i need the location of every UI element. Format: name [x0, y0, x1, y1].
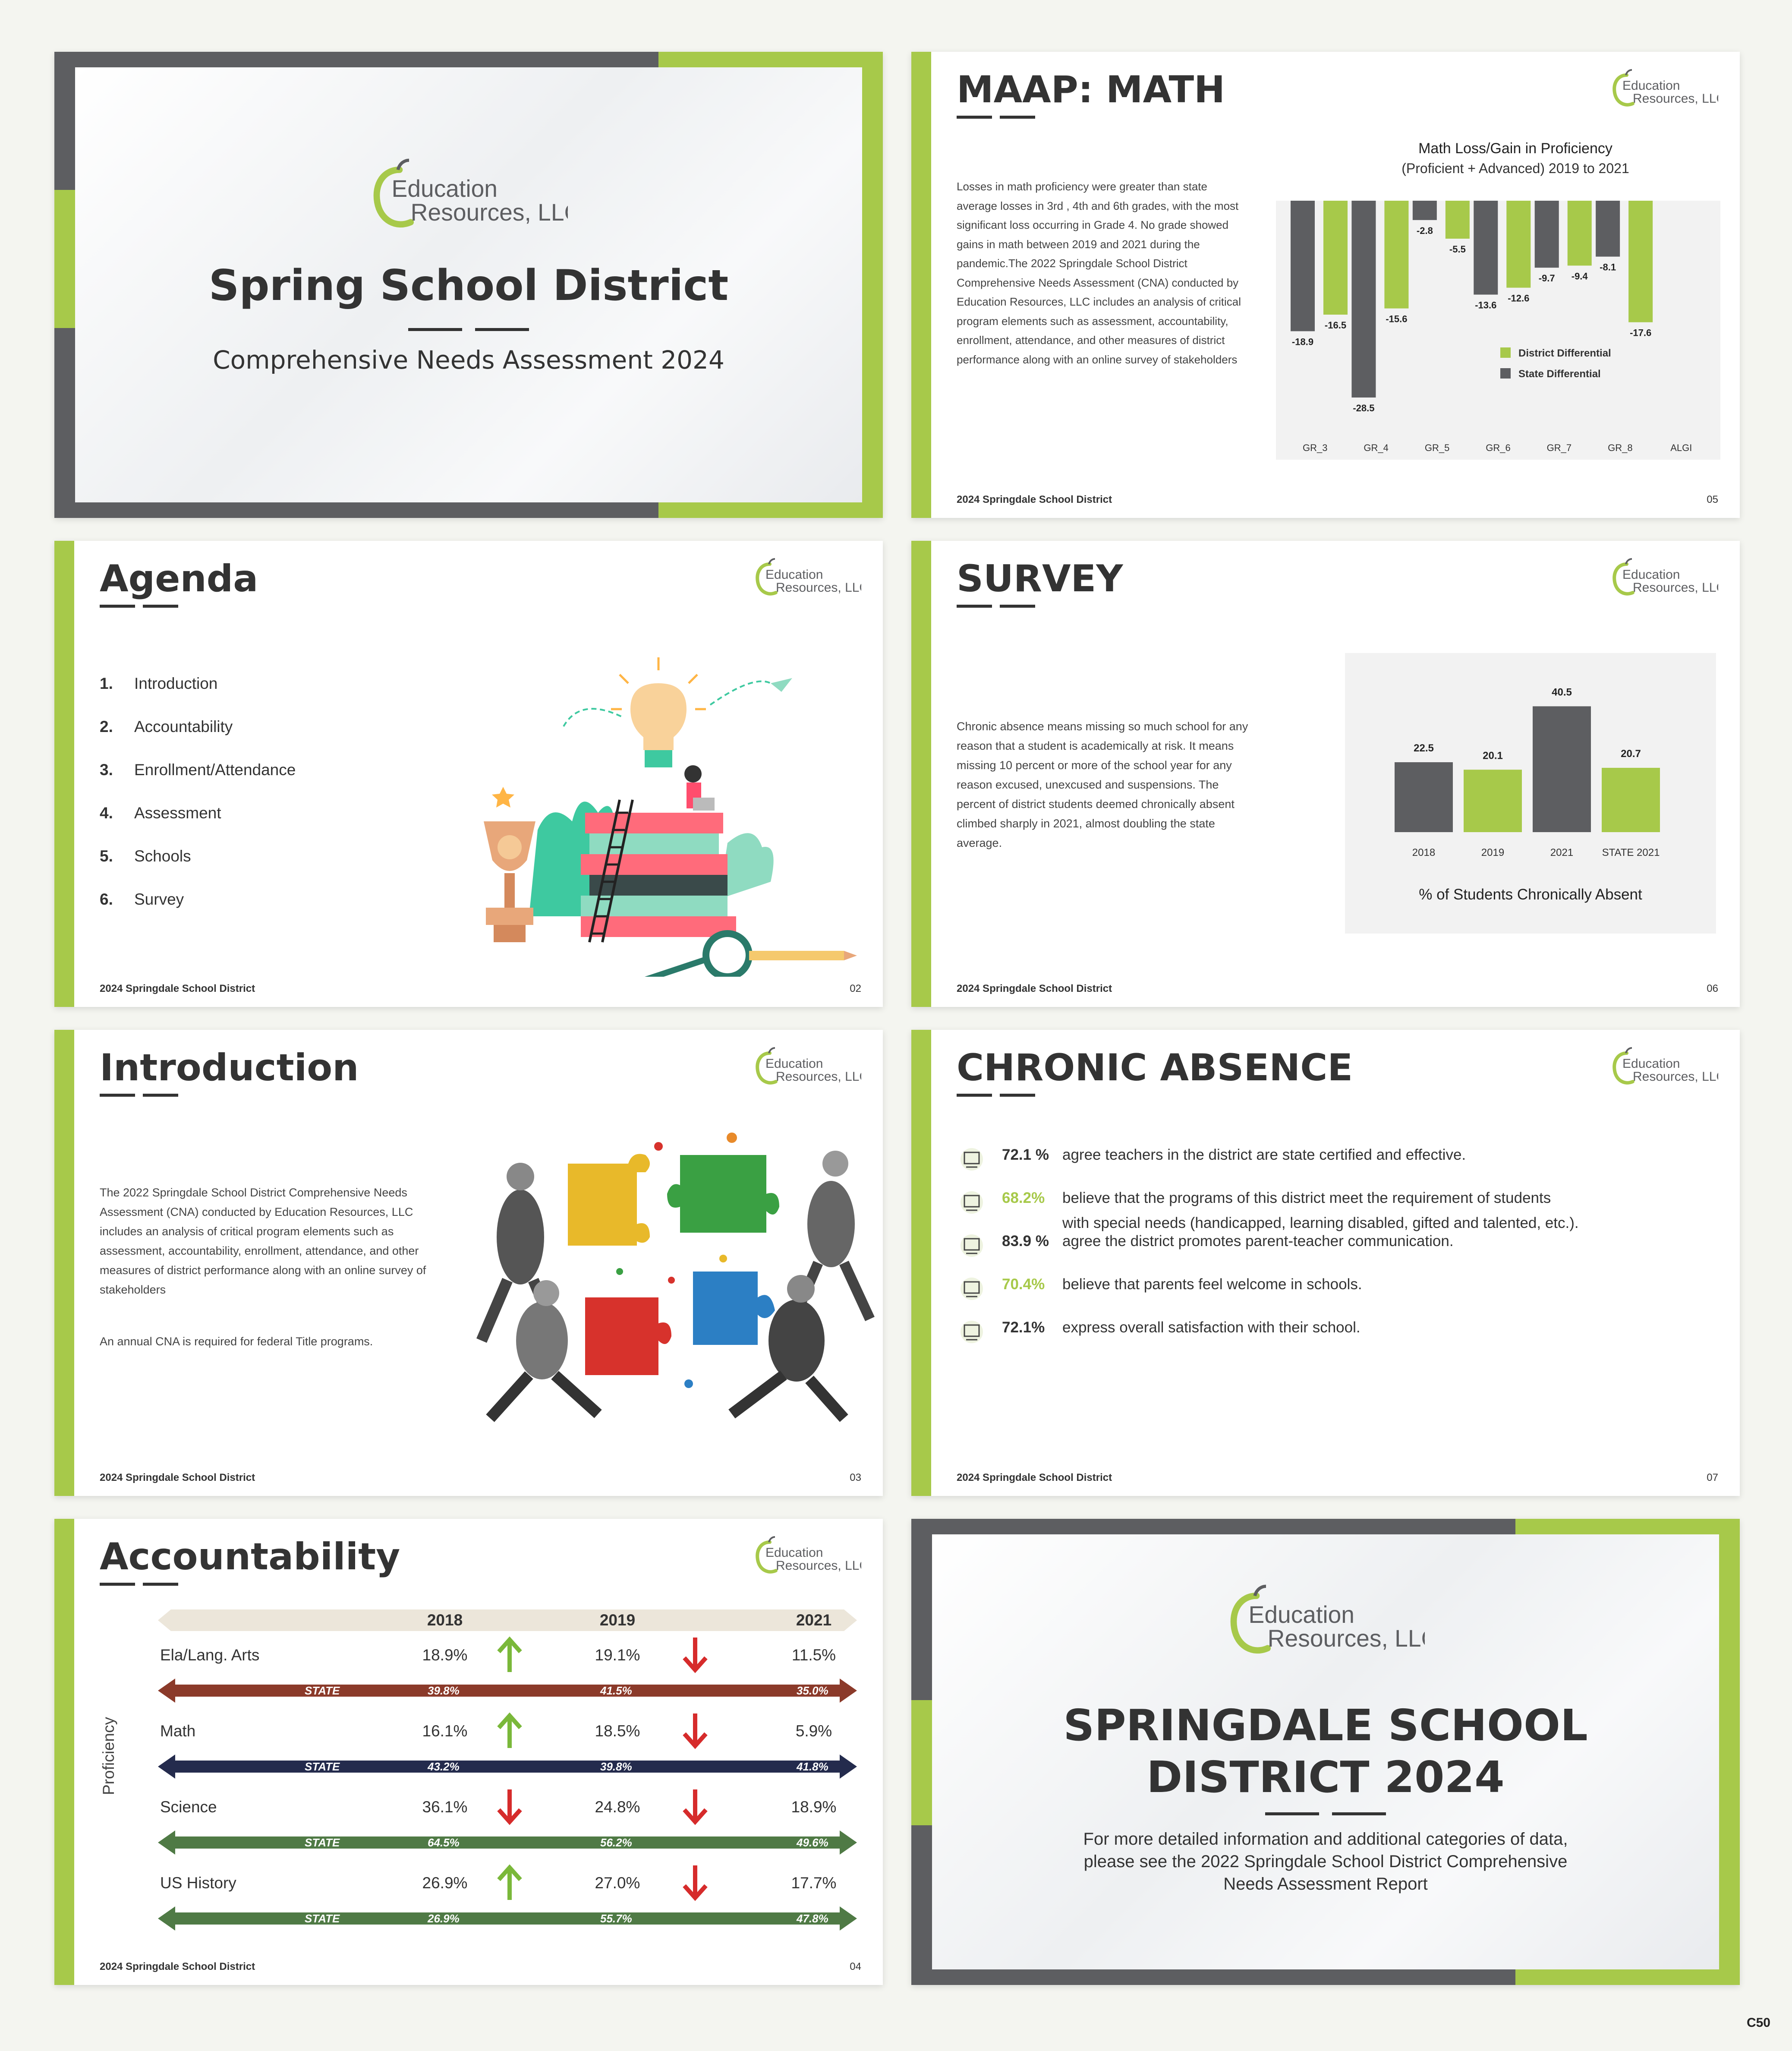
svg-text:Resources, LLC: Resources, LLC	[776, 1559, 861, 1573]
company-logo	[1610, 558, 1718, 599]
state-label: STATE	[305, 1836, 340, 1849]
state-differential-bar	[1291, 201, 1315, 331]
subject-value: 24.8%	[595, 1798, 640, 1816]
subject-value: 18.9%	[791, 1798, 837, 1816]
x-tick-label: 2018	[1412, 847, 1436, 858]
company-logo	[1226, 1584, 1425, 1661]
district-differential-bar	[1568, 201, 1592, 265]
cover-subtitle: Comprehensive Needs Assessment 2024	[213, 345, 724, 375]
state-value: 41.8%	[797, 1760, 828, 1773]
slide-agenda	[54, 541, 883, 1007]
data-label: -8.1	[1600, 262, 1616, 273]
svg-text:Resources, LLC: Resources, LLC	[1633, 92, 1718, 106]
svg-text:Education: Education	[1622, 1057, 1680, 1071]
data-label: -15.6	[1386, 313, 1408, 325]
x-tick-label: GR_5	[1424, 442, 1450, 453]
agenda-item-number: 1.	[100, 675, 113, 692]
legend-swatch	[1500, 347, 1511, 358]
absence-stat-text-line: with special needs (handicapped, learning disabled, gifted and talented, etc.).	[1062, 1215, 1579, 1231]
state-value: 56.2%	[600, 1836, 632, 1849]
x-tick-label: GR_6	[1486, 442, 1511, 453]
agenda-item	[100, 847, 191, 865]
data-label: -28.5	[1353, 403, 1375, 413]
slide-survey	[911, 541, 1740, 1007]
subject-value: 17.7%	[791, 1874, 837, 1892]
data-label: 20.1	[1483, 750, 1503, 762]
closing-text-line1: For more detailed information and additional categories of data,	[1083, 1830, 1568, 1849]
district-differential-bar	[1628, 201, 1653, 322]
absence-stat-row	[957, 1233, 1454, 1259]
agenda-item-label: Survey	[134, 890, 184, 908]
state-differential-bar	[1351, 201, 1376, 398]
closing-title-line2: DISTRICT 2024	[1146, 1752, 1505, 1802]
subject-label: Ela/Lang. Arts	[160, 1646, 260, 1664]
page-number: 04	[850, 1961, 861, 1972]
absence-stat-percent: 83.9 %	[1002, 1233, 1049, 1250]
subject-value: 5.9%	[795, 1722, 832, 1740]
data-label: -18.9	[1291, 336, 1314, 347]
absence-stat-row	[957, 1276, 1362, 1302]
slide-chronic-absence	[911, 1030, 1740, 1496]
intro-note: An annual CNA is required for federal Title programs.	[100, 1335, 373, 1348]
company-logo	[1610, 1047, 1718, 1088]
x-tick-label: GR_8	[1608, 442, 1633, 453]
absence-stat-row	[957, 1319, 1361, 1345]
year-header: 2019	[599, 1611, 636, 1629]
svg-text:Education: Education	[391, 175, 498, 202]
absence-stat-text-line: believe that parents feel welcome in schools.	[1062, 1276, 1362, 1293]
svg-text:Resources, LLC: Resources, LLC	[1633, 581, 1718, 595]
chronic-absence-chart	[1345, 653, 1716, 886]
page-number: 03	[850, 1472, 861, 1483]
legend-swatch	[1500, 368, 1511, 379]
state-value: 47.8%	[797, 1912, 828, 1925]
closing-text-line2: please see the 2022 Springdale School District Comprehensive	[1083, 1852, 1568, 1871]
subject-value: 19.1%	[595, 1646, 640, 1664]
subject-value: 36.1%	[422, 1798, 468, 1816]
arrow-up-icon	[494, 1635, 525, 1674]
footer-text: 2024 Springdale School District	[100, 983, 255, 994]
teacher-icon	[957, 1146, 987, 1172]
proficiency-axis-label: Proficiency	[100, 1717, 117, 1795]
state-band	[158, 1830, 857, 1855]
footer-text: 2024 Springdale School District	[957, 494, 1112, 505]
x-tick-label: GR_7	[1546, 442, 1572, 453]
subject-label: US History	[160, 1874, 236, 1892]
slide-maap-math	[911, 52, 1740, 518]
math-chart-subtitle: (Proficient + Advanced) 2019 to 2021	[1401, 161, 1629, 176]
page-number: 06	[1707, 983, 1718, 994]
books-lightbulb-illustration	[451, 657, 866, 977]
agenda-item-label: Enrollment/Attendance	[134, 761, 296, 779]
absence-stat-percent: 72.1%	[1002, 1319, 1045, 1336]
data-label: -12.6	[1508, 293, 1530, 304]
agenda-item-number: 6.	[100, 890, 113, 908]
data-label: -2.8	[1416, 225, 1433, 236]
data-label: 20.7	[1621, 748, 1641, 760]
x-tick-label: ALGI	[1670, 442, 1692, 453]
absence-stat-text-line: agree the district promotes parent-teacher communication.	[1062, 1233, 1454, 1250]
agenda-item-number: 3.	[100, 761, 113, 779]
data-label: -13.6	[1475, 300, 1497, 311]
state-band	[158, 1679, 857, 1703]
x-tick-label: STATE 2021	[1602, 847, 1660, 858]
page-number: 05	[1707, 494, 1718, 505]
state-value: 26.9%	[428, 1912, 460, 1925]
absence-bar	[1602, 768, 1660, 832]
subject-label: Math	[160, 1722, 196, 1740]
company-logo	[1610, 69, 1718, 110]
state-value: 49.6%	[797, 1836, 828, 1849]
state-differential-bar	[1596, 201, 1620, 257]
absence-chart-title: % of Students Chronically Absent	[1419, 886, 1642, 903]
page-title: MAAP: MATH	[957, 68, 1225, 111]
company-logo	[369, 158, 568, 235]
handshake-icon	[957, 1276, 987, 1302]
slide-accountability	[54, 1519, 883, 1985]
data-label: -5.5	[1449, 244, 1466, 255]
state-label: STATE	[305, 1912, 340, 1925]
x-tick-label: GR_4	[1364, 442, 1389, 453]
state-differential-bar	[1413, 201, 1437, 220]
agenda-item	[100, 761, 296, 779]
agenda-item	[100, 675, 217, 693]
math-chart-title: Math Loss/Gain in Proficiency	[1418, 140, 1612, 157]
state-value: 39.8%	[600, 1760, 632, 1773]
absence-stat-text	[1062, 1190, 1579, 1232]
state-label: STATE	[305, 1760, 340, 1773]
subject-value: 27.0%	[595, 1874, 640, 1892]
state-band	[158, 1754, 857, 1779]
state-value: 35.0%	[797, 1684, 828, 1697]
arrow-up-icon	[494, 1863, 525, 1902]
agenda-item-label: Schools	[134, 847, 191, 865]
x-tick-label: 2021	[1550, 847, 1574, 858]
footer-text: 2024 Springdale School District	[957, 983, 1112, 994]
subject-value: 18.5%	[595, 1722, 640, 1740]
svg-text:Education: Education	[1622, 79, 1680, 93]
wheelchair-icon	[957, 1190, 987, 1215]
page-number: 02	[850, 983, 861, 994]
agenda-item	[100, 804, 221, 822]
data-label: -9.7	[1538, 273, 1555, 284]
footer-text: 2024 Springdale School District	[100, 1472, 255, 1483]
x-tick-label: 2019	[1481, 847, 1505, 858]
survey-description: Chronic absence means missing so much school for any reason that a student is academically at risk. It means missing 10 percent or more of the school year for any reason excused, unexcused and suspensions. The percent of district students deemed chronically absent climbed sharply in 2021, almost doubling the state average.	[957, 720, 1248, 849]
footer-text: 2024 Springdale School District	[100, 1961, 255, 1972]
state-band	[158, 1906, 857, 1931]
page-number: 07	[1707, 1472, 1718, 1483]
data-label: -16.5	[1324, 320, 1347, 331]
data-label: -9.4	[1571, 271, 1588, 282]
absence-bar	[1464, 770, 1522, 832]
closing-text-line3: Needs Assessment Report	[1223, 1874, 1428, 1893]
absence-stat-text-line: believe that the programs of this district meet the requirement of students	[1062, 1190, 1551, 1206]
agenda-item-number: 2.	[100, 718, 113, 735]
arrow-down-icon	[680, 1635, 710, 1674]
legend-label: District Differential	[1518, 347, 1611, 359]
agenda-item	[100, 890, 184, 909]
stars-icon	[957, 1319, 987, 1345]
subject-value: 26.9%	[422, 1874, 468, 1892]
absence-stat-percent: 70.4%	[1002, 1276, 1045, 1293]
absence-stat-percent: 68.2%	[1002, 1190, 1045, 1206]
slide-closing	[911, 1519, 1740, 1985]
page-title: Agenda	[100, 557, 258, 600]
intro-paragraph: The 2022 Springdale School District Comprehensive Needs Assessment (CNA) conducted by Education Resources, LLC includes an analysis of critical program elements such as assessment, accountability, enrollment, attendance, and other measures of district performance along with an online survey of stakeholders	[100, 1186, 426, 1296]
legend-label: State Differential	[1518, 368, 1601, 380]
page-code: C50	[1746, 2016, 1770, 2030]
svg-text:Education: Education	[1622, 568, 1680, 582]
district-differential-bar	[1323, 201, 1348, 315]
agenda-item-label: Introduction	[134, 675, 218, 692]
state-differential-bar	[1535, 201, 1559, 268]
absence-bar	[1395, 762, 1453, 832]
absence-stat-text	[1062, 1146, 1466, 1164]
svg-text:Education: Education	[765, 1057, 823, 1071]
state-value: 55.7%	[600, 1912, 632, 1925]
slide-cover	[54, 52, 883, 518]
state-label: STATE	[305, 1684, 340, 1697]
svg-text:Resources, LLC: Resources, LLC	[1267, 1625, 1425, 1652]
arrow-down-icon	[680, 1711, 710, 1750]
chat-icon	[957, 1233, 987, 1259]
subject-label: Science	[160, 1798, 217, 1816]
state-value: 64.5%	[428, 1836, 460, 1849]
absence-stat-row	[957, 1146, 1466, 1172]
agenda-item	[100, 718, 233, 736]
absence-stat-row	[957, 1190, 1579, 1232]
absence-stat-percent: 72.1 %	[1002, 1146, 1049, 1163]
x-tick-label: GR_3	[1302, 442, 1328, 453]
arrow-up-icon	[494, 1711, 525, 1750]
puzzle-illustration	[456, 1116, 883, 1427]
company-logo	[753, 558, 861, 599]
agenda-item-number: 4.	[100, 804, 113, 822]
cover-title: Spring School District	[208, 261, 729, 310]
page-title: Introduction	[100, 1046, 359, 1089]
svg-text:Education: Education	[1248, 1601, 1354, 1628]
svg-text:Resources, LLC: Resources, LLC	[776, 1070, 861, 1084]
absence-stat-text	[1062, 1233, 1454, 1250]
arrow-down-icon	[494, 1787, 525, 1826]
absence-stat-text-line: agree teachers in the district are state certified and effective.	[1062, 1146, 1466, 1163]
subject-value: 18.9%	[422, 1646, 468, 1664]
svg-text:Resources, LLC: Resources, LLC	[776, 581, 861, 595]
state-value: 41.5%	[600, 1684, 632, 1697]
district-differential-bar	[1506, 201, 1531, 288]
absence-stat-text	[1062, 1319, 1361, 1336]
agenda-item-label: Assessment	[134, 804, 221, 822]
data-label: -17.6	[1630, 327, 1652, 338]
agenda-item-label: Accountability	[134, 718, 233, 735]
state-value: 39.8%	[428, 1684, 460, 1697]
year-header: 2021	[796, 1611, 832, 1629]
slide-introduction	[54, 1030, 883, 1496]
svg-text:Resources, LLC: Resources, LLC	[1633, 1070, 1718, 1084]
district-differential-bar	[1384, 201, 1408, 309]
state-value: 43.2%	[428, 1760, 460, 1773]
state-differential-bar	[1474, 201, 1498, 295]
absence-bar	[1533, 706, 1591, 832]
svg-text:Resources, LLC: Resources, LLC	[410, 199, 568, 226]
arrow-down-icon	[680, 1787, 710, 1826]
svg-text:Education: Education	[765, 568, 823, 582]
absence-stat-text-line: express overall satisfaction with their school.	[1062, 1319, 1361, 1336]
closing-title-line1: SPRINGDALE SCHOOL	[1063, 1700, 1588, 1751]
svg-text:Education: Education	[765, 1546, 823, 1560]
data-label: 22.5	[1414, 742, 1434, 754]
company-logo	[753, 1047, 861, 1088]
page-title: Accountability	[100, 1535, 400, 1578]
year-header: 2018	[427, 1611, 463, 1629]
page-title: CHRONIC ABSENCE	[957, 1046, 1353, 1089]
agenda-item-number: 5.	[100, 847, 113, 865]
district-differential-bar	[1446, 201, 1470, 239]
footer-text: 2024 Springdale School District	[957, 1472, 1112, 1483]
arrow-down-icon	[680, 1863, 710, 1902]
company-logo	[753, 1536, 861, 1577]
data-label: 40.5	[1552, 686, 1572, 698]
year-header-band	[158, 1609, 857, 1631]
math-description: Losses in math proficiency were greater than state average losses in 3rd , 4th and 6th grades, with the most significant loss occurring in Grade 4. No grade showed gains in math between 2019 and 2021 during the pandemic.The 2022 Springdale School District Comprehensive Needs Assessment (CNA) conducted by Education Resources, LLC includes an analysis of critical program elements such as assessment, accountability, enrollment, attendance, and other measures of district performance along with an online survey of stakeholders	[957, 180, 1241, 366]
page-title: SURVEY	[957, 557, 1123, 600]
math-loss-gain-chart	[1276, 201, 1720, 460]
subject-value: 11.5%	[791, 1646, 836, 1664]
subject-value: 16.1%	[422, 1722, 468, 1740]
absence-stat-text	[1062, 1276, 1362, 1293]
